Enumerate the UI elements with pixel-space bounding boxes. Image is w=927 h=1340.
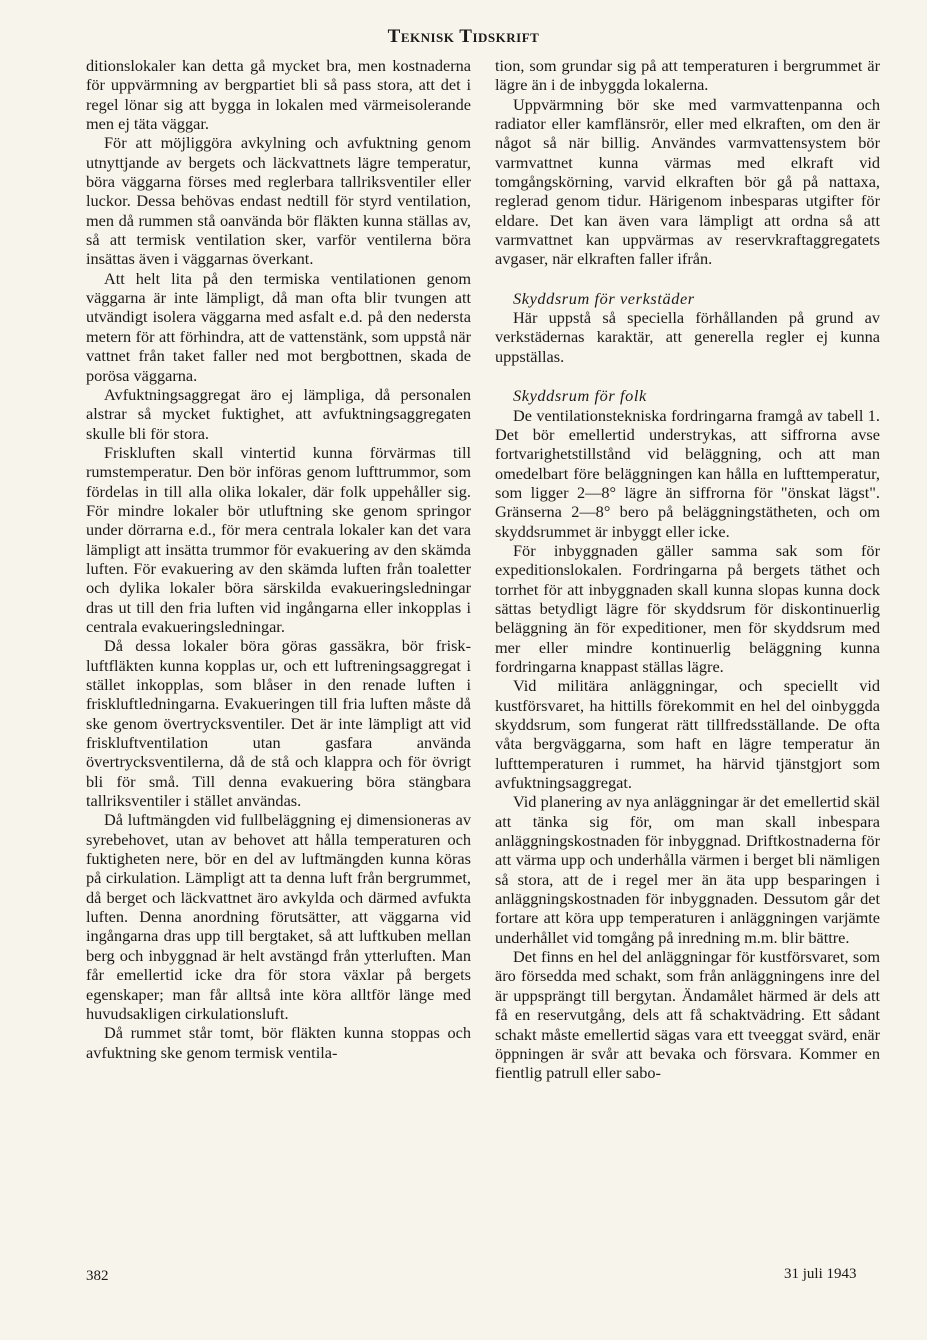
paragraph: Vid militära anläggningar, och speciellt vid kustförsvaret, ha hittills förekommit en hel del oinbyggda skyddsrum, som fungerat rätt tillfredsställande. De ofta våta bergväggarna, som haft en lägre temperatur än lufttemperaturen i rummet, ha härvid tjänstgjort som avfuktningsaggregat. [495,676,880,793]
paragraph: Friskluften skall vintertid kunna förvärmas till rumstemperatur. Den bör införas genom lufttrummor, som fördelas in till alla olika lokaler, där folk uppehåller sig. För mindre lokaler bör utluftning ske genom springor under dörrarna e.d., för mera centrala lokaler kan det vara lämpligt att insätta trummor för evakuering av den skämda luften. För evakuering av den skämda luften från toaletter och dylika lokaler böra särskilda evakueringsledningar dras ut till den fria luften vid ingångarna eller inkopplas i centrala evakueringsledningar. [86,442,471,636]
paragraph: Då rummet står tomt, bör fläkten kunna stoppas och avfuktning ske genom termisk ventila- [86,1023,471,1062]
paragraph: tion, som grundar sig på att temperaturen i bergrummet är lägre än i de inbyggda lokalerna. [495,56,880,95]
left-column [86,56,471,1062]
paragraph: Avfuktningsaggregat äro ej lämpliga, då personalen alstrar så mycket fuktighet, att avfuktningsaggregaten skulle bli för stora. [86,384,471,443]
paragraph: De ventilationstekniska fordringarna framgå av tabell 1. Det bör emellertid understrykas, att siffrorna avse fortvarighetstillstånd vid beläggning, och att man omedelbart före beläggningen kan hålla en lufttemperatur, som ligger 2—8° lägre än siffrorna för "önskat lägst". Gränserna 2—8° bero på beläggningstätheten, och om skyddsrummet är inbyggt eller icke. [495,405,880,541]
paragraph: Här uppstå så speciella förhållanden på grund av verkstädernas karaktär, att generella regler ej kunna uppställas. [495,308,880,366]
paragraph: Vid planering av nya anläggningar är det emellertid skäl att tänka sig för, om man skall inbespara anläggningskostnaden för inbyggnad. Driftkostnaderna för att värma upp och underhålla värmen i berget bli nämligen så stora, att de i regel mer än äta upp besparingen i anläggningskostnaden för inbyggnaden. Dessutom går det fortare att köra upp temperaturen i anläggningen varjämte underhållet vid tomgång på inredning m.m. blir bättre. [495,792,880,947]
paragraph: Då luftmängden vid fullbeläggning ej dimensioneras av syrebehovet, utan av behovet att hålla temperaturen och fuktigheten nere, bör en del av luftmängden kunna köras på cirkulation. Lämpligt att ta denna luft från bergrummet, då berget och läckvattnet äro avkylda och därmed avfukta luften. Denna anordning förutsätter, att väggarna vid ingångarna dras upp till bergtaket, så att luftkuben mellan berg och inbyggnad är helt avstängd från ytterluften. Man får emellertid icke dra för stora växlar på bergets egenskaper; man får alltså inte köra alltför länge med huvudsakligen cirkulationsluft. [86,810,471,1023]
paragraph: För att möjliggöra avkylning och avfuktning genom utnyttjande av bergets och läckvattnets lägre temperatur, böra väggarna förses med reglerbara tallriksventiler eller luckor. Dessa behövas endast nedtill för styrd ventilation, men då rummen stå oanvända bör fläkten kunna ställas av, så att termisk ventilation sker, varför ventilerna böra insättas även i väggarnas överkant. [86,133,471,269]
paragraph: ditionslokaler kan detta gå mycket bra, men kostnaderna för uppvärmning av bergpartiet bli så pass stora, att det i regel lönar sig att bygga in lokalen med värmeisolerande men ej täta väggar. [86,56,471,134]
paragraph: Då dessa lokaler böra göras gassäkra, bör frisk-luftfläkten kunna kopplas ur, och ett luftreningsaggregat i stället inkopplas, som blåser in den renade luften i friskluftledningarna. Evakueringen till fria luften måste då ske genom övertrycksventiler. Det är inte lämpligt att vid friskluftventilation utan gasfara använda övertrycksventilerna, då de stå och klappra och för övrigt bli för små. Till denna evakuering böra stängbara tallriksventiler i stället användas. [86,636,471,811]
section-heading-people: Skyddsrum för folk [513,386,647,406]
paragraph: För inbyggnaden gäller samma sak som för expeditionslokalen. Fordringarna på bergets täthet och torrhet för att inbyggnaden skall kunna slopas kunna dock sättas betydligt lägre för skyddsrum för diskontinuerlig beläggning än för expeditioner, men för skyddsrum med mer eller mindre kontinuerlig beläggning kunna fordringarna knappast ställas lägre. [495,540,880,676]
right-column [495,56,880,1083]
running-header: Teknisk Tidskrift [387,26,540,47]
paragraph: Det finns en hel del anläggningar för kustförsvaret, som äro försedda med schakt, som från anläggningens inre del är uppsprängt till bergytan. Ändamålet härmed är dels att få en reservutgång, dels att få schaktvädring. Ett sådant schakt måste emellertid sägas vara ett tveeggat svärd, enär öppningen är svår att bevaka och försvara. Kommer en fientlig patrull eller sabo- [495,947,880,1083]
paragraph: Att helt lita på den termiska ventilationen genom väggarna är inte lämpligt, då man ofta blir tvungen att utvändigt isolera väggarna med asfalt e.d. på den nedersta metern för att förhindra, att de vattenstänk, som uppstå när vattnet från taket faller ned mot bergbottnen, skada de porösa väggarna. [86,268,471,385]
section-heading-workshops: Skyddsrum för verkstäder [513,288,695,308]
page-number: 382 [86,1268,109,1284]
issue-date: 31 juli 1943 [784,1266,857,1282]
paragraph: Uppvärmning bör ske med varmvattenpanna och radiator eller kamflänsrör, eller med elkraften, om den är något så när billig. Användes varmvattensystem bör varmvattnet kunna värmas med elkraft vid tomgångskörning, varvid elkraften bör gå på nattaxa, reglerad genom tidur. Härigenom inbesparas utgifter för eldare. Det kan även vara lämpligt att ordna så att varmvattnet kan uppvärmas av reservkraftaggregatets avgaser, när elkraften faller ifrån. [495,94,880,269]
